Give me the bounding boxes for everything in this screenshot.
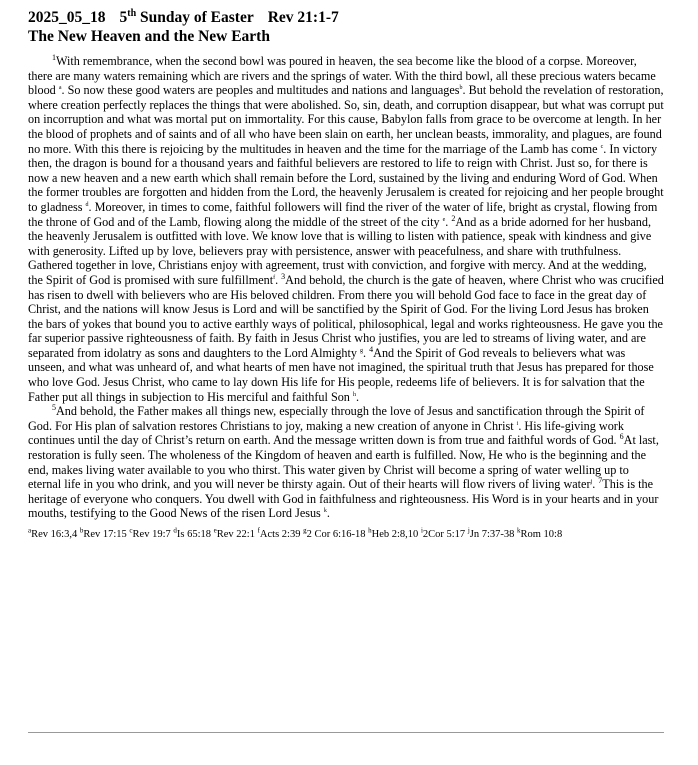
footnote-marker: a <box>58 85 62 92</box>
paragraph-text: . But behold the revelation of restoration, where creation perfectly replaces the things that were abolished. So, sin, death, and corruption disappear, but what was corrupt put on incorruption and what was mortal put on immortality. For this cause, Babylon falls from grace to be overcome at length. In her the blood of prophets and of saints and of all who have been slain on earth, her unclean beasts, immorality, and plagues, are found no more. With this there is rejoicing by the multitudes in heaven and the time for the marriage of the Lamb has come <box>28 83 664 156</box>
footnote-letter: d <box>173 526 177 535</box>
footnote <box>517 526 563 540</box>
footnote-letter: b <box>79 526 84 535</box>
footnote-reference: Acts 2:39 <box>259 529 301 540</box>
footnote-reference: Rev 22:1 <box>216 529 255 540</box>
paragraph-text: . <box>355 389 359 404</box>
footnote <box>368 526 419 540</box>
footnote-marker: k <box>323 508 327 515</box>
verse-number: 3 <box>281 271 286 281</box>
footnote <box>129 526 171 540</box>
paragraph-text: With remembrance, when the second bowl was poured in heaven, the sea become like the blood of a corpse. Moreover, there are many waters remaining which are rivers and the springs of water. With the third bowl, all these precious waters became blood <box>28 54 656 98</box>
footnote-marker: c <box>600 143 604 150</box>
paragraph-text: And behold, the church is the gate of heaven, where Christ who was crucified has risen to dwell with believers who are His beloved children. From there you will behold God face to face in the great day of Christ, and the nations will know Jesus is Lord and will be sanctified by the Spirit of God. For the living Lord Jesus has broken the bars of yokes that bound you to active earthly ways of political, philosophical, legal and works righteousness. He gave you the far superior passive righteousness of faith. By faith in Jesus Christ who justifies, you are led to streams of living water, and are separated from idolatry as sons and daughters to the Lord Almighty <box>28 272 664 360</box>
paragraph-text: . So now these good waters are peoples and multitudes and nations and languages <box>61 83 460 98</box>
footnote <box>467 526 515 540</box>
footnote-letter: e <box>213 526 217 535</box>
footnote <box>303 526 366 540</box>
footnote-letter: k <box>517 526 521 535</box>
paragraph-text: . <box>592 477 599 492</box>
footnote-reference: Rev 19:7 <box>132 529 171 540</box>
footnote-marker: g <box>360 347 364 354</box>
verse-number: 1 <box>52 52 56 62</box>
footnote-marker: f <box>273 274 276 281</box>
paragraph-text: . His life-giving work continues until the day of Christ’s return on earth. And the message written down is from true and faithful words of God. <box>28 418 624 448</box>
header-date: 2025_05_18 <box>28 9 106 26</box>
page-title: The New Heaven and the New Earth <box>28 28 270 45</box>
paragraph-text: . Moreover, in times to come, faithful followers will find the river of the water of life, bright as crystal, flowing from the throne of God and of the Lamb, flowing along the middle of the street of the city <box>28 199 658 229</box>
footnote-reference: Rev 17:15 <box>83 529 127 540</box>
paragraph-1 <box>28 54 664 404</box>
header-sunday-suffix: th <box>127 7 137 19</box>
footnote-reference: Rom 10:8 <box>520 529 563 540</box>
paragraph-text: This is the heritage of everyone who conquers. You dwell with God in faithfulness and righteousness. His Word is in your hearts and in your mouths, testifying to the Good News of the risen Lord Jesus <box>28 477 659 521</box>
verse-number: 2 <box>451 213 456 223</box>
footnote-reference: 2 Cor 6:16-18 <box>306 529 366 540</box>
footnote <box>79 526 127 540</box>
footnote-reference: Heb 2:8,10 <box>371 529 419 540</box>
footnote-letter: c <box>129 526 133 535</box>
verse-number: 7 <box>598 476 603 486</box>
footnote <box>420 526 466 540</box>
footnote-reference: Is 65:18 <box>176 529 211 540</box>
footnote <box>173 526 211 540</box>
verse-number: 5 <box>52 403 56 413</box>
footnotes <box>28 526 664 540</box>
header-line <box>28 8 664 27</box>
header-sunday-name: Sunday of Easter <box>140 9 254 26</box>
paragraph-text: And behold, the Father makes all things new, especially through the love of Jesus and sanctification through the Spirit of God. For His plan of salvation restores Christians to joy, making a new creation of anyone in Christ <box>28 404 645 433</box>
footnote-marker: i <box>516 420 519 427</box>
paragraph-text: And as a bride adorned for her husband, the heavenly Jerusalem is outfitted with love. We know love that is willing to listen with patience, speak with kindness and give with generosity. Lifted up by love, believers pray with persistence, answer with peacefulness, and share with truthfulness. Gathered together in love, Christians enjoy with agreement, trust with conviction, and forgive with mercy. And at the wedding, the Spirit of God is promised with sure fulfillment <box>28 214 652 287</box>
footnote <box>213 526 255 540</box>
footnote-marker: e <box>442 216 446 223</box>
footnote-letter: g <box>303 526 307 535</box>
paragraph-text: . <box>445 214 452 229</box>
footnote-letter: h <box>368 526 372 535</box>
footnote-reference: 2Cor 5:17 <box>422 529 466 540</box>
paragraph-text: . <box>363 345 370 360</box>
paragraph-2 <box>28 404 664 521</box>
footnote-reference: Rev 16:3,4 <box>31 529 78 540</box>
footnote-marker: h <box>352 391 356 398</box>
paragraph-text: And the Spirit of God reveals to believers what was unseen, and what was unheard of, and what hearts of men have not imagined, the spiritual truth that Jesus has prepared for those who love God. Jesus Christ, who came to lay down His life for His people, redeems life of believers. It is for salvation that the Father put all things in subjection to His merciful and faithful Son <box>28 345 654 404</box>
footnote-reference: Jn 7:37-38 <box>469 529 515 540</box>
footnote-marker: b <box>459 85 463 92</box>
document-header <box>28 8 664 46</box>
footnote <box>28 526 78 540</box>
paragraph-text: . <box>275 272 282 287</box>
footnote-letter: j <box>467 526 470 535</box>
footnote-letter: a <box>28 526 32 535</box>
paragraph-text: . In victory then, the dragon is bound for a thousand years and faithful believers are restored to life to reign with Christ. Just so, for there is now a new heaven and a new earth which shall remain before the Lord, sustained by the living and enduring Word of God. When the former troubles are forgotten and hidden from the Lord, the heavenly Jerusalem is created for rejoicing and her people brought to gladness <box>28 141 664 214</box>
document-body <box>28 54 664 521</box>
paragraph-text: . <box>326 506 330 521</box>
footnote <box>257 526 301 540</box>
header-reference: Rev 21:1-7 <box>267 9 339 26</box>
footnote-marker: d <box>85 201 89 208</box>
bottom-rule <box>28 732 664 733</box>
footnote-marker: j <box>590 479 593 486</box>
verse-number: 4 <box>369 344 374 354</box>
verse-number: 6 <box>619 432 624 442</box>
paragraph-text: At last, restoration is fully seen. The wholeness of the Kingdom of heaven and earth is fulfilled. Now, He who is the beginning and the end, makes living water available to you who thirst. This water given by Christ will become a spring of water welling up to eternal life in you who drink, and you will never be thirsty again. Out of their hearts will flow rivers of living water <box>28 433 659 492</box>
header-sunday-number: 5 <box>119 9 128 26</box>
footnote-letter: i <box>420 526 423 535</box>
footnote-letter: f <box>257 526 260 535</box>
